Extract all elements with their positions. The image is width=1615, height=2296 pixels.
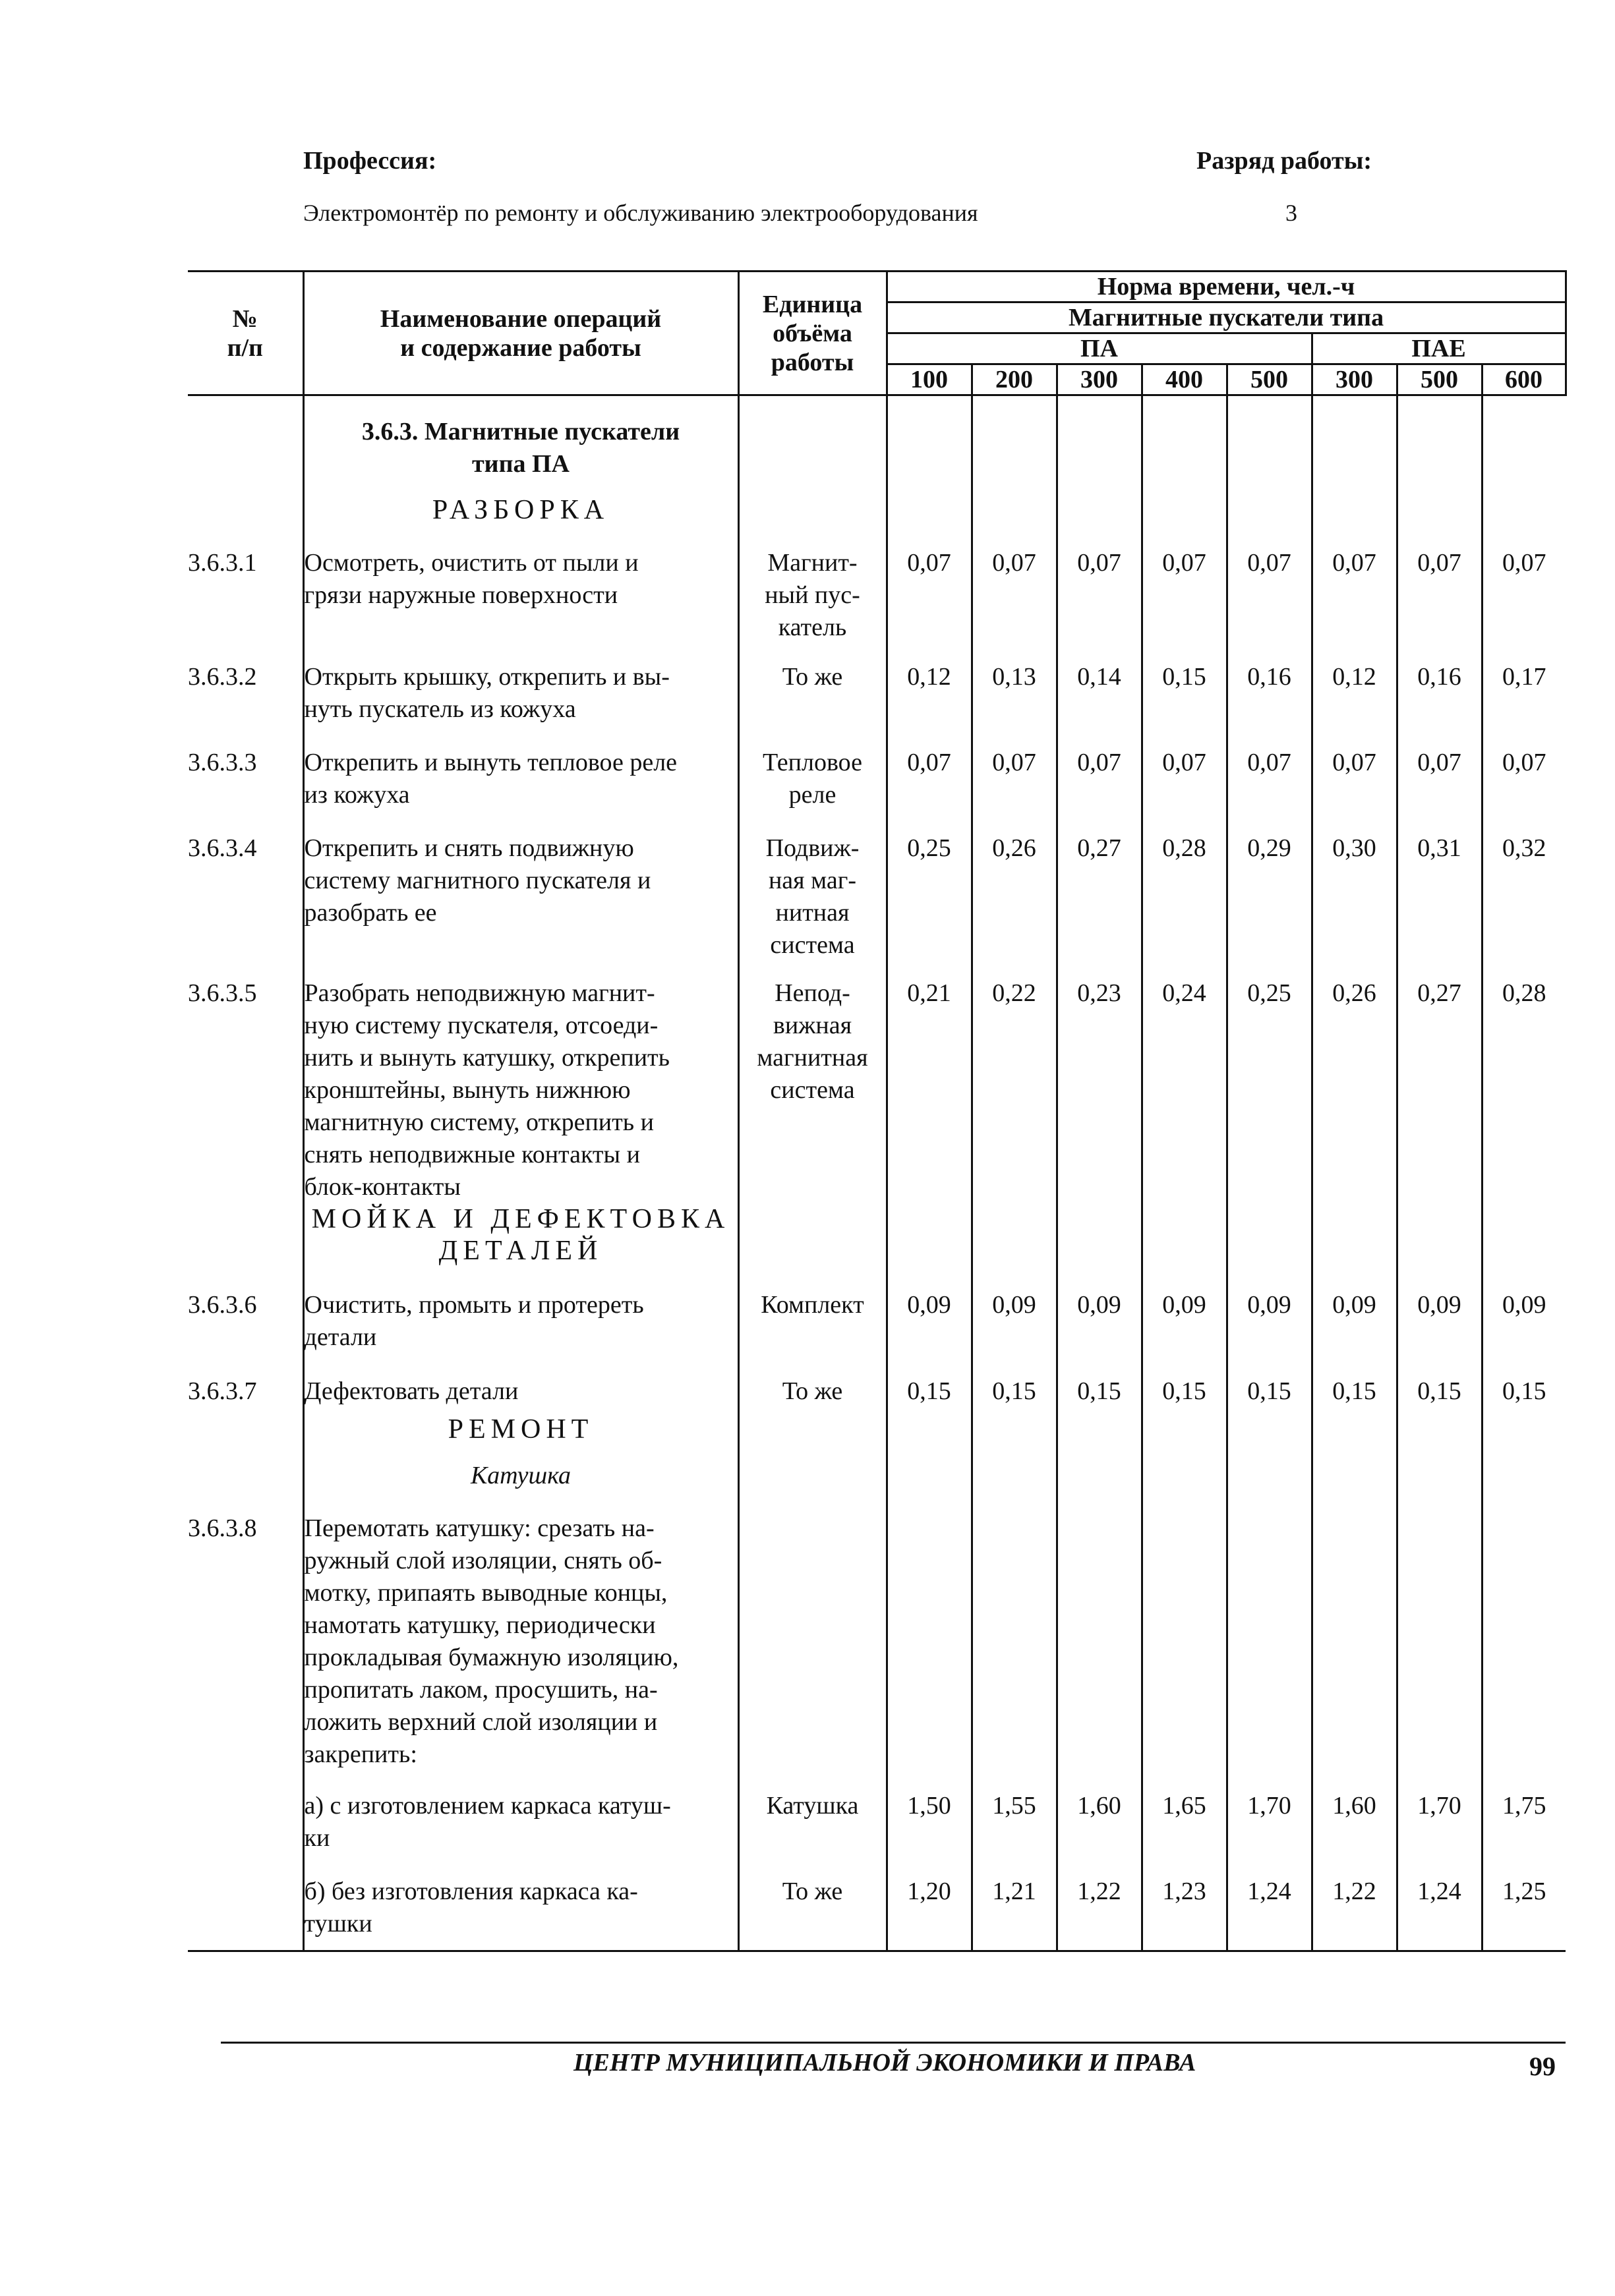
size-header: 300 [1057, 364, 1142, 395]
row-operation: Очистить, промыть и протереть детали [303, 1282, 738, 1369]
norm-table [188, 270, 1567, 1952]
footer-publisher: ЦЕНТР МУНИЦИПАЛЬНОЙ ЭКОНОМИКИ И ПРАВА [573, 2049, 1196, 2077]
row-unit: Магнит- ный пус- катель [738, 535, 887, 649]
row-value: 0,07 [1482, 535, 1566, 649]
row-value: 0,23 [1057, 965, 1142, 1203]
row-number [188, 1783, 303, 1869]
row-value: 0,09 [1227, 1282, 1312, 1369]
row-value: 0,30 [1312, 820, 1397, 965]
row-value [972, 1506, 1057, 1783]
row-value: 0,15 [1312, 1369, 1397, 1414]
table-row [188, 535, 1566, 649]
col-header-pa: ПА [887, 333, 1312, 364]
row-value: 0,07 [1312, 735, 1397, 820]
table-row [188, 1506, 1566, 1783]
row-value: 0,25 [1227, 965, 1312, 1203]
size-header: 200 [972, 364, 1057, 395]
col-header-group: Магнитные пускатели типа [887, 302, 1566, 333]
row-value: 0,27 [1057, 820, 1142, 965]
row-value: 0,17 [1482, 649, 1566, 735]
col-header-number: № п/п [188, 272, 303, 395]
table-row [188, 1282, 1566, 1369]
row-value: 1,20 [887, 1869, 972, 1951]
col-header-norm: Норма времени, чел.-ч [887, 272, 1566, 302]
table-row [188, 820, 1566, 965]
row-unit: Подвиж- ная маг- нитная система [738, 820, 887, 965]
row-value: 0,07 [1227, 535, 1312, 649]
table-row [188, 1783, 1566, 1869]
row-value [1482, 1506, 1566, 1783]
row-value: 0,07 [972, 535, 1057, 649]
row-value: 0,07 [1482, 735, 1566, 820]
table-row [188, 649, 1566, 735]
row-value: 0,09 [1312, 1282, 1397, 1369]
row-value: 0,26 [1312, 965, 1397, 1203]
row-operation: Открыть крышку, открепить и вы- нуть пускатель из кожуха [303, 649, 738, 735]
profession-value: Электромонтёр по ремонту и обслуживанию электрооборудования [303, 200, 978, 226]
size-header: 500 [1397, 364, 1482, 395]
row-value: 0,31 [1397, 820, 1482, 965]
row-number [188, 1869, 303, 1951]
row-value: 1,70 [1397, 1783, 1482, 1869]
row-value: 0,09 [972, 1282, 1057, 1369]
row-operation: Открепить и вынуть тепловое реле из кожуха [303, 735, 738, 820]
row-value: 1,24 [1397, 1869, 1482, 1951]
row-unit: Непод- вижная магнитная система [738, 965, 887, 1203]
row-value: 1,55 [972, 1783, 1057, 1869]
row-value: 0,09 [887, 1282, 972, 1369]
row-value: 1,70 [1227, 1783, 1312, 1869]
row-value: 0,07 [972, 735, 1057, 820]
row-value: 0,25 [887, 820, 972, 965]
row-value: 0,15 [972, 1369, 1057, 1414]
table-row [188, 1869, 1566, 1951]
row-value: 0,16 [1227, 649, 1312, 735]
row-value: 0,15 [1227, 1369, 1312, 1414]
row-value: 0,07 [887, 535, 972, 649]
row-unit: Катушка [738, 1783, 887, 1869]
row-operation: Разобрать неподвижную магнит- ную систему пускателя, отсоеди- нить и вынуть катушку, открепить кронштейны, вынуть нижнюю магнитную систему, открепить и снять неподвижные контакты и блок-контакты [303, 965, 738, 1203]
row-value: 0,09 [1397, 1282, 1482, 1369]
row-unit: То же [738, 649, 887, 735]
row-value: 0,15 [1397, 1369, 1482, 1414]
row-value: 0,12 [1312, 649, 1397, 735]
row-operation: а) с изготовлением каркаса катуш- ки [303, 1783, 738, 1869]
row-number: 3.6.3.8 [188, 1514, 257, 1542]
row-value: 0,09 [1482, 1282, 1566, 1369]
col-header-unit: Единица объёма работы [738, 272, 887, 395]
row-value: 1,22 [1312, 1869, 1397, 1951]
grade-label: Разряд работы: [1196, 147, 1372, 175]
row-value [1142, 1506, 1227, 1783]
row-value [887, 1506, 972, 1783]
row-unit [738, 1506, 887, 1783]
row-number: 3.6.3.3 [188, 748, 257, 776]
section-title: 3.6.3. Магнитные пускатели типа ПА [303, 395, 738, 494]
row-value: 0,26 [972, 820, 1057, 965]
row-value [1057, 1506, 1142, 1783]
row-value: 1,22 [1057, 1869, 1142, 1951]
section-heading-disassembly: РАЗБОРКА [303, 494, 738, 535]
row-operation: Дефектовать детали [303, 1369, 738, 1414]
row-value: 0,07 [1142, 735, 1227, 820]
row-value: 0,07 [1312, 535, 1397, 649]
footer-rule [221, 2042, 1566, 2044]
row-value: 0,22 [972, 965, 1057, 1203]
row-value: 1,60 [1312, 1783, 1397, 1869]
row-value: 0,32 [1482, 820, 1566, 965]
row-value: 0,12 [887, 649, 972, 735]
row-value: 0,07 [1397, 535, 1482, 649]
row-value: 0,07 [1142, 535, 1227, 649]
row-value: 0,09 [1057, 1282, 1142, 1369]
row-value: 0,27 [1397, 965, 1482, 1203]
col-header-pae: ПАЕ [1312, 333, 1566, 364]
row-unit: Тепловое реле [738, 735, 887, 820]
row-value: 0,29 [1227, 820, 1312, 965]
row-value: 1,65 [1142, 1783, 1227, 1869]
row-value: 0,14 [1057, 649, 1142, 735]
row-number: 3.6.3.1 [188, 548, 257, 577]
size-header: 500 [1227, 364, 1312, 395]
row-value: 0,16 [1397, 649, 1482, 735]
row-value: 0,15 [1057, 1369, 1142, 1414]
size-header: 300 [1312, 364, 1397, 395]
row-value: 0,09 [1142, 1282, 1227, 1369]
row-value: 0,07 [1227, 735, 1312, 820]
row-value: 1,23 [1142, 1869, 1227, 1951]
row-unit: То же [738, 1369, 887, 1414]
table-row [188, 1369, 1566, 1414]
row-value: 1,21 [972, 1869, 1057, 1951]
row-value: 0,28 [1482, 965, 1566, 1203]
row-value [1397, 1506, 1482, 1783]
row-unit: Комплект [738, 1282, 887, 1369]
row-number: 3.6.3.7 [188, 1377, 257, 1405]
row-value: 1,25 [1482, 1869, 1566, 1951]
page-number: 99 [1529, 2052, 1556, 2081]
section-heading-washing: МОЙКА И ДЕФЕКТОВКА ДЕТАЛЕЙ [303, 1203, 738, 1282]
row-value: 0,13 [972, 649, 1057, 735]
row-number: 3.6.3.2 [188, 662, 257, 691]
table-row [188, 735, 1566, 820]
row-operation: Перемотать катушку: срезать на- ружный слой изоляции, снять об- мотку, припаять выводные концы, намотать катушку, периодически прокладывая бумажную изоляцию, пропитать лаком, просушить, на- ложить верхний слой изоляции и закрепить: [303, 1506, 738, 1783]
col-header-operation: Наименование операций и содержание работы [303, 272, 738, 395]
row-value [1227, 1506, 1312, 1783]
row-operation: Осмотреть, очистить от пыли и грязи наружные поверхности [303, 535, 738, 649]
row-value: 1,60 [1057, 1783, 1142, 1869]
row-value: 0,24 [1142, 965, 1227, 1203]
row-unit: То же [738, 1869, 887, 1951]
row-value: 1,24 [1227, 1869, 1312, 1951]
row-value: 0,15 [1142, 1369, 1227, 1414]
row-number: 3.6.3.5 [188, 979, 257, 1007]
row-value: 0,28 [1142, 820, 1227, 965]
section-heading-repair: РЕМОНТ [303, 1414, 738, 1460]
row-operation: Открепить и снять подвижную систему магнитного пускателя и разобрать ее [303, 820, 738, 965]
size-header: 400 [1142, 364, 1227, 395]
row-value: 0,07 [1397, 735, 1482, 820]
row-value: 0,07 [1057, 535, 1142, 649]
row-value: 1,50 [887, 1783, 972, 1869]
profession-label: Профессия: [303, 147, 437, 175]
row-value: 0,07 [1057, 735, 1142, 820]
row-value: 0,21 [887, 965, 972, 1203]
row-value: 0,15 [887, 1369, 972, 1414]
row-value: 0,15 [1482, 1369, 1566, 1414]
size-header: 100 [887, 364, 972, 395]
row-value: 0,07 [887, 735, 972, 820]
row-number: 3.6.3.6 [188, 1290, 257, 1319]
subheading-coil: Катушка [303, 1460, 738, 1506]
size-header: 600 [1482, 364, 1566, 395]
grade-value: 3 [1285, 200, 1297, 226]
row-value: 0,15 [1142, 649, 1227, 735]
row-operation: б) без изготовления каркаса ка- тушки [303, 1869, 738, 1951]
row-value: 1,75 [1482, 1783, 1566, 1869]
row-value [1312, 1506, 1397, 1783]
table-row [188, 965, 1566, 1203]
row-number: 3.6.3.4 [188, 834, 257, 862]
